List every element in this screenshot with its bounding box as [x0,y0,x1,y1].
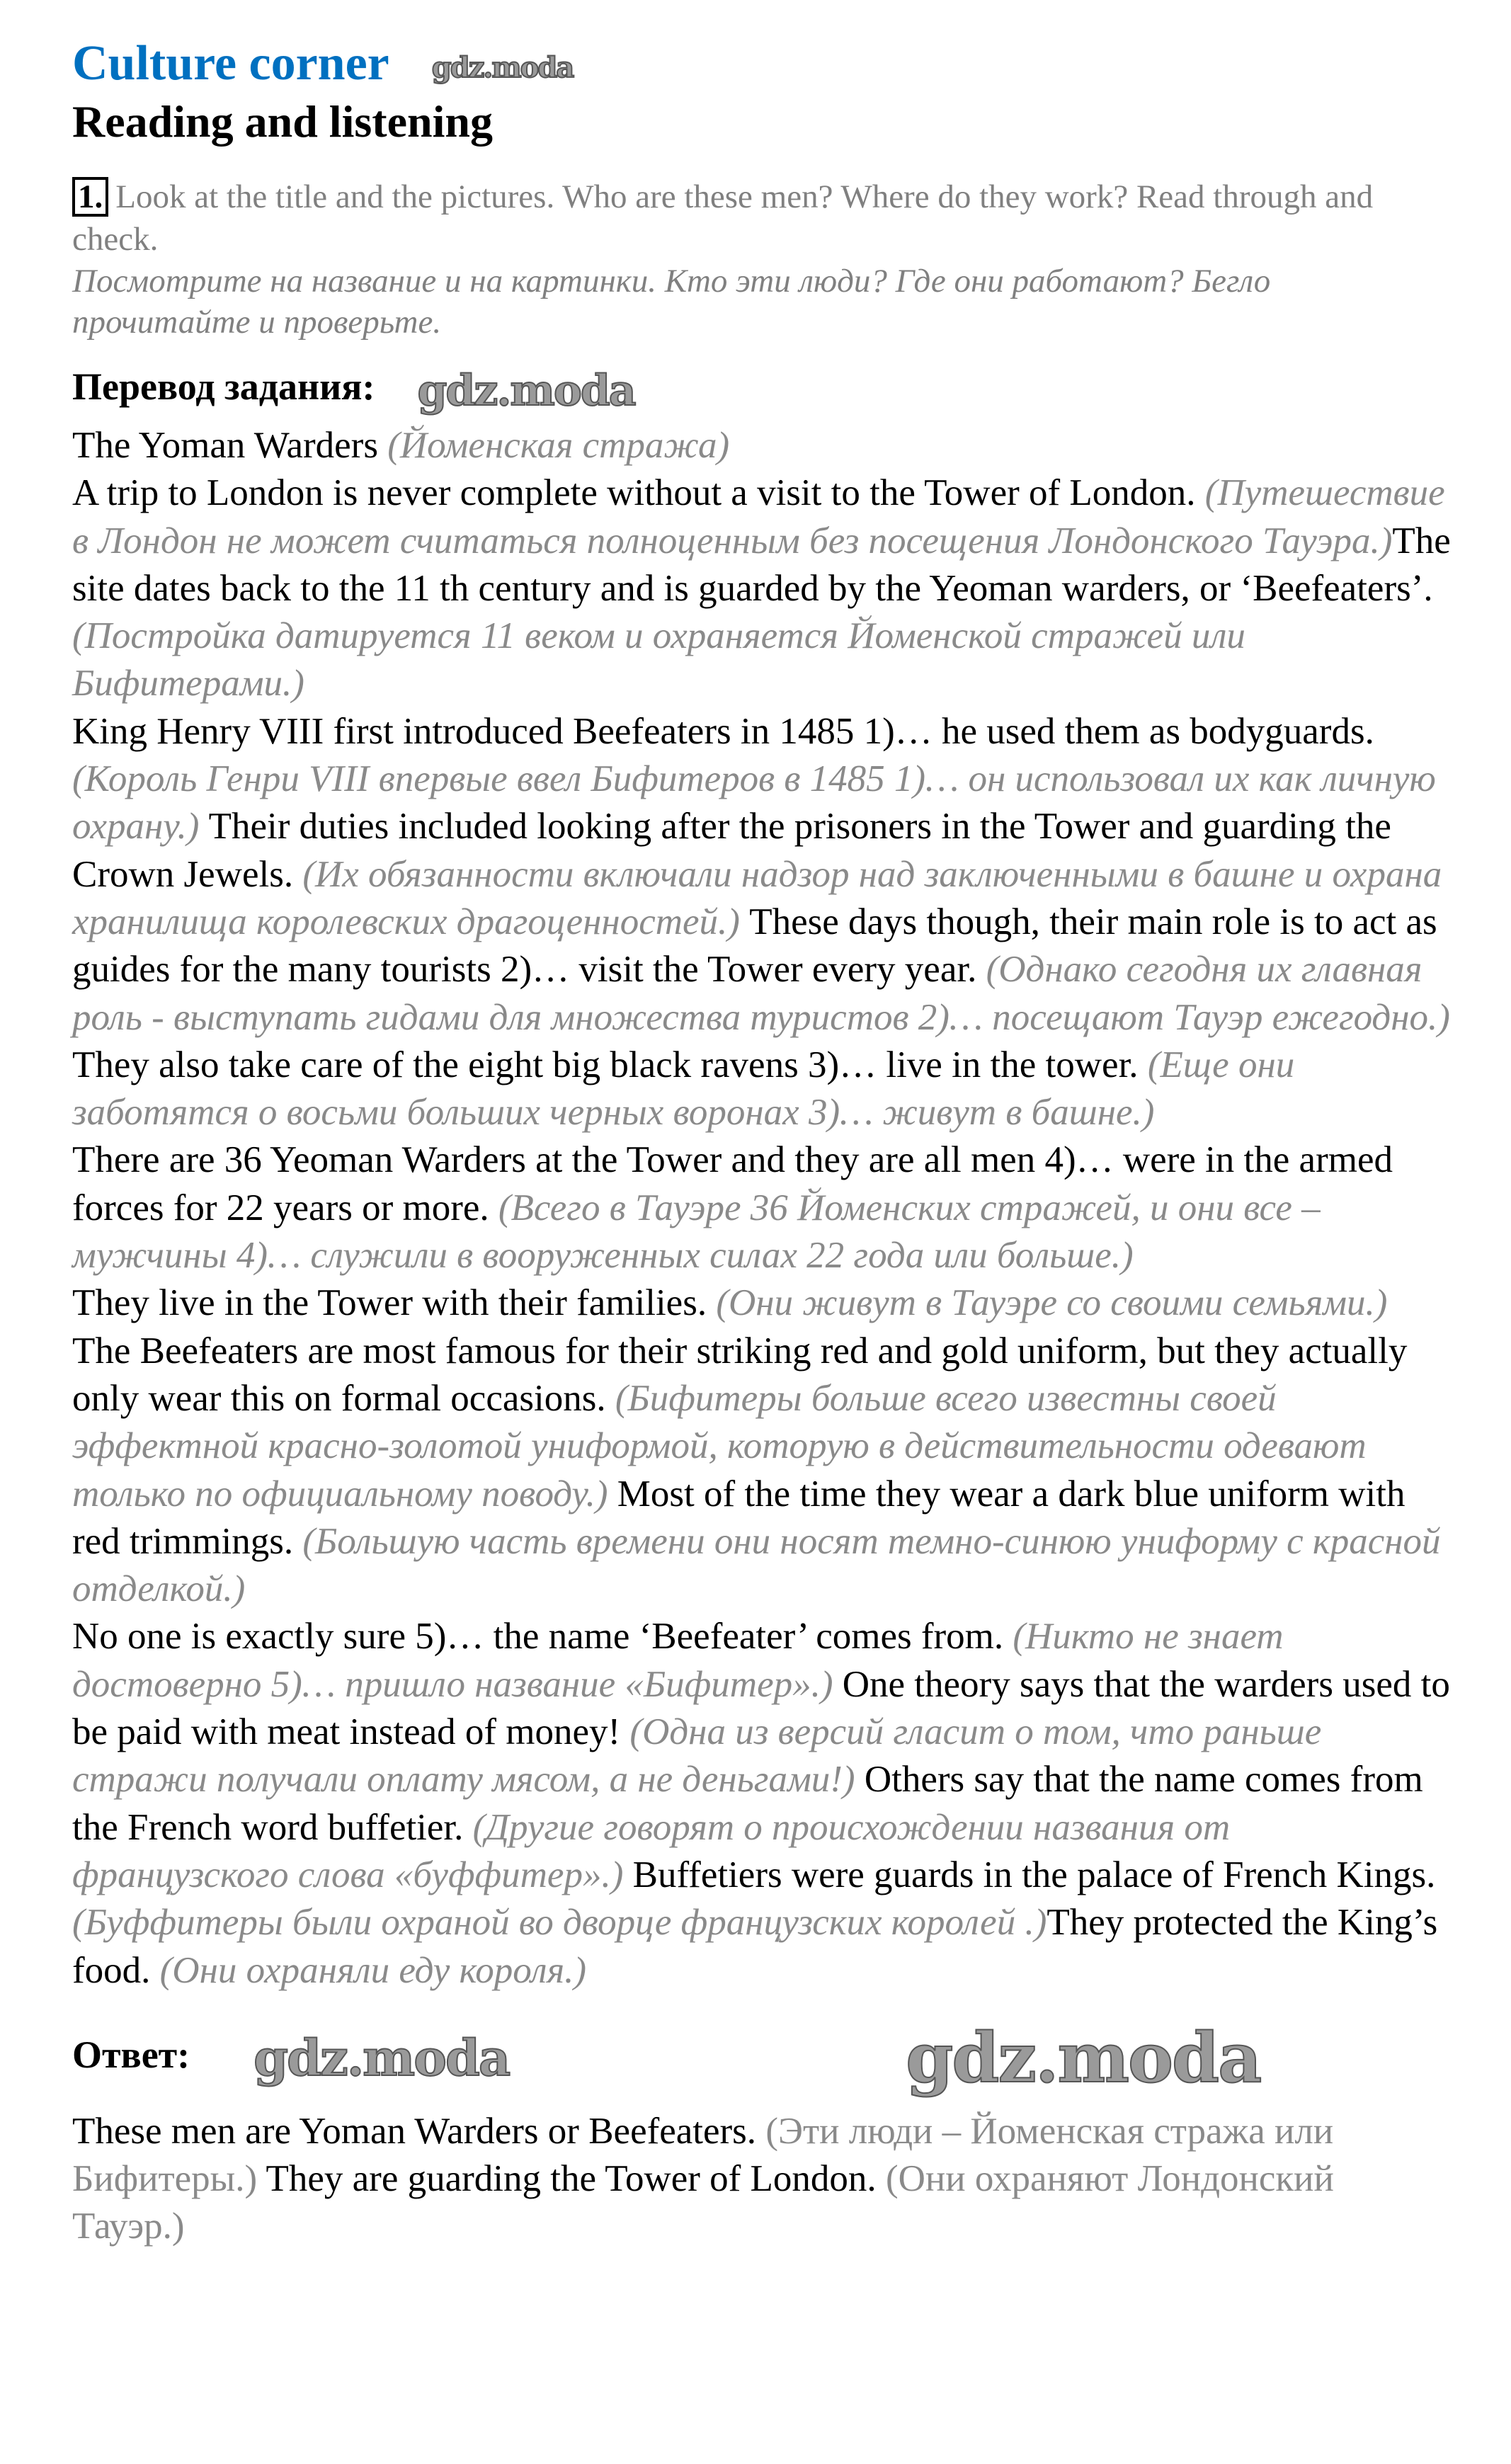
russian-translation: (Йоменская стража) [387,425,730,466]
task-instruction [72,176,1453,261]
english-text: They are guarding the Tower of London. [266,2158,886,2200]
russian-translation: (Одна из версий гласит о том, что раньше стражи получали оплату мясом, а не деньгами!) [72,1711,1322,1801]
watermark-logo: gdz.moda [253,2029,510,2088]
page-content [72,34,1453,2251]
paragraph [72,1136,1453,1279]
russian-translation: (Однако сегодня их главная роль - выступать гидами для множества туристов 2)… посещают Тауэр ежегодно.) [72,949,1450,1038]
paragraph [72,1613,1453,1994]
watermark-logo: gdz.moda [906,2018,1261,2099]
english-text: Their duties included looking after the prisoners in the Tower and guarding the Crown Jewels. [72,806,1391,895]
english-text: One theory says that the warders used to be paid with meat instead of money! [72,1663,1450,1753]
answer-heading-row [72,2016,1453,2099]
english-text: Most of the time they wear a dark blue uniform with red trimmings. [72,1473,1405,1562]
answer-heading: Ответ: [72,2033,190,2076]
english-text: They live in the Tower with their families. [72,1282,717,1324]
paragraph [72,708,1453,1137]
russian-translation: (Бифитеры больше всего известны своей эффектной красно-золотой униформой, которую в действительности одевают только по официальному поводу.) [72,1377,1367,1515]
task-number: 1. [72,177,108,217]
watermark-logo: gdz.moda [431,50,574,84]
russian-translation: (Всего в Тауэре 36 Йоменских стражей, и они все – мужчины 4)… служили в вооруженных силах 22 года или больше.) [72,1187,1321,1277]
english-text: King Henry VIII first introduced Beefeaters in 1485 1)… he used them as bodyguards. [72,710,1374,752]
task-text: Look at the title and the pictures. Who are these men? Where do they work? Read through and check. [72,178,1374,258]
russian-translation: (Король Генри VIII впервые ввел Бифитеров в 1485 1)… он использовал их как личную охрану.) [72,758,1436,848]
russian-translation: (Эти люди – Йоменская стража или Бифитеры.) [72,2110,1334,2200]
english-text: The Beefeaters are most famous for their striking red and gold uniform, but they actually only wear this on formal occasions. [72,1330,1408,1419]
russian-translation: (Буффитеры были охраной во дворце французских королей .) [72,1902,1047,1944]
task-translation: Посмотрите на название и на картинки. Кто эти люди? Где они работают? Бегло прочитайте и проверьте. [72,263,1271,341]
english-text: A trip to London is never complete without a visit to the Tower of London. [72,472,1205,514]
translation-heading-row [72,358,1453,415]
english-text: Others say that the name comes from the French word buffetier. [72,1759,1423,1848]
russian-translation: (Другие говорят о происхождении названия от французского слова «буффитер».) [72,1806,1231,1895]
russian-translation: (Путешествие в Лондон не может считаться полноценным без посещения Лондонского Тауэра.) [72,472,1445,561]
russian-translation: (Они охраняют Лондонский Тауэр.) [72,2158,1334,2247]
russian-translation: (Они живут в Тауэре со своими семьями.) [716,1282,1388,1324]
english-text: These days though, their main role is to act as guides for the many tourists 2)… visit the Tower every year. [72,901,1437,991]
english-text: No one is exactly sure 5)… the name ‘Beefeater’ comes from. [72,1616,1013,1658]
paragraph [72,422,1453,469]
english-text: These men are Yoman Warders or Beefeaters. [72,2110,766,2152]
russian-translation: (Их обязанности включали надзор над заключенными в башне и охрана хранилища королевских драгоценностей.) [72,853,1442,942]
russian-translation: (Они охраняли еду короля.) [159,1949,587,1991]
russian-translation: (Большую часть времени они носят темно-синюю униформу с красной отделкой.) [72,1520,1441,1610]
english-text: They also take care of the eight big black ravens 3)… live in the tower. [72,1044,1148,1085]
paragraph [72,1328,1453,1614]
section-title-text: Culture corner [72,36,389,91]
watermark-logo: gdz.moda [417,365,635,416]
paragraph [72,469,1453,707]
russian-translation: (Еще они заботятся о восьми больших черных воронах 3)… живут в башне.) [72,1044,1295,1134]
answer-text [72,2108,1453,2251]
english-text: They protected the King’s food. [72,1902,1438,1991]
english-text: The site dates back to the 11 th century and is guarded by the Yeoman warders, or ‘Beefeaters’. [72,520,1451,609]
russian-translation: (Никто не знает достоверно 5)… пришло название «Бифитер».) [72,1616,1284,1705]
paragraph [72,1279,1453,1327]
english-text: The Yoman Warders [72,425,388,466]
section-subtitle: Reading and listening [72,96,493,147]
section-title [72,34,1453,93]
english-text: Buffetiers were guards in the palace of French Kings. [632,1854,1436,1895]
russian-translation: (Постройка датируется 11 веком и охраняется Йоменской стражей или Бифитерами.) [72,615,1245,705]
reading-text [72,422,1453,1995]
english-text: There are 36 Yeoman Warders at the Tower and they are all men 4)… were in the armed forces for 22 years or more. [72,1139,1393,1228]
translation-heading: Перевод задания: [72,365,375,408]
